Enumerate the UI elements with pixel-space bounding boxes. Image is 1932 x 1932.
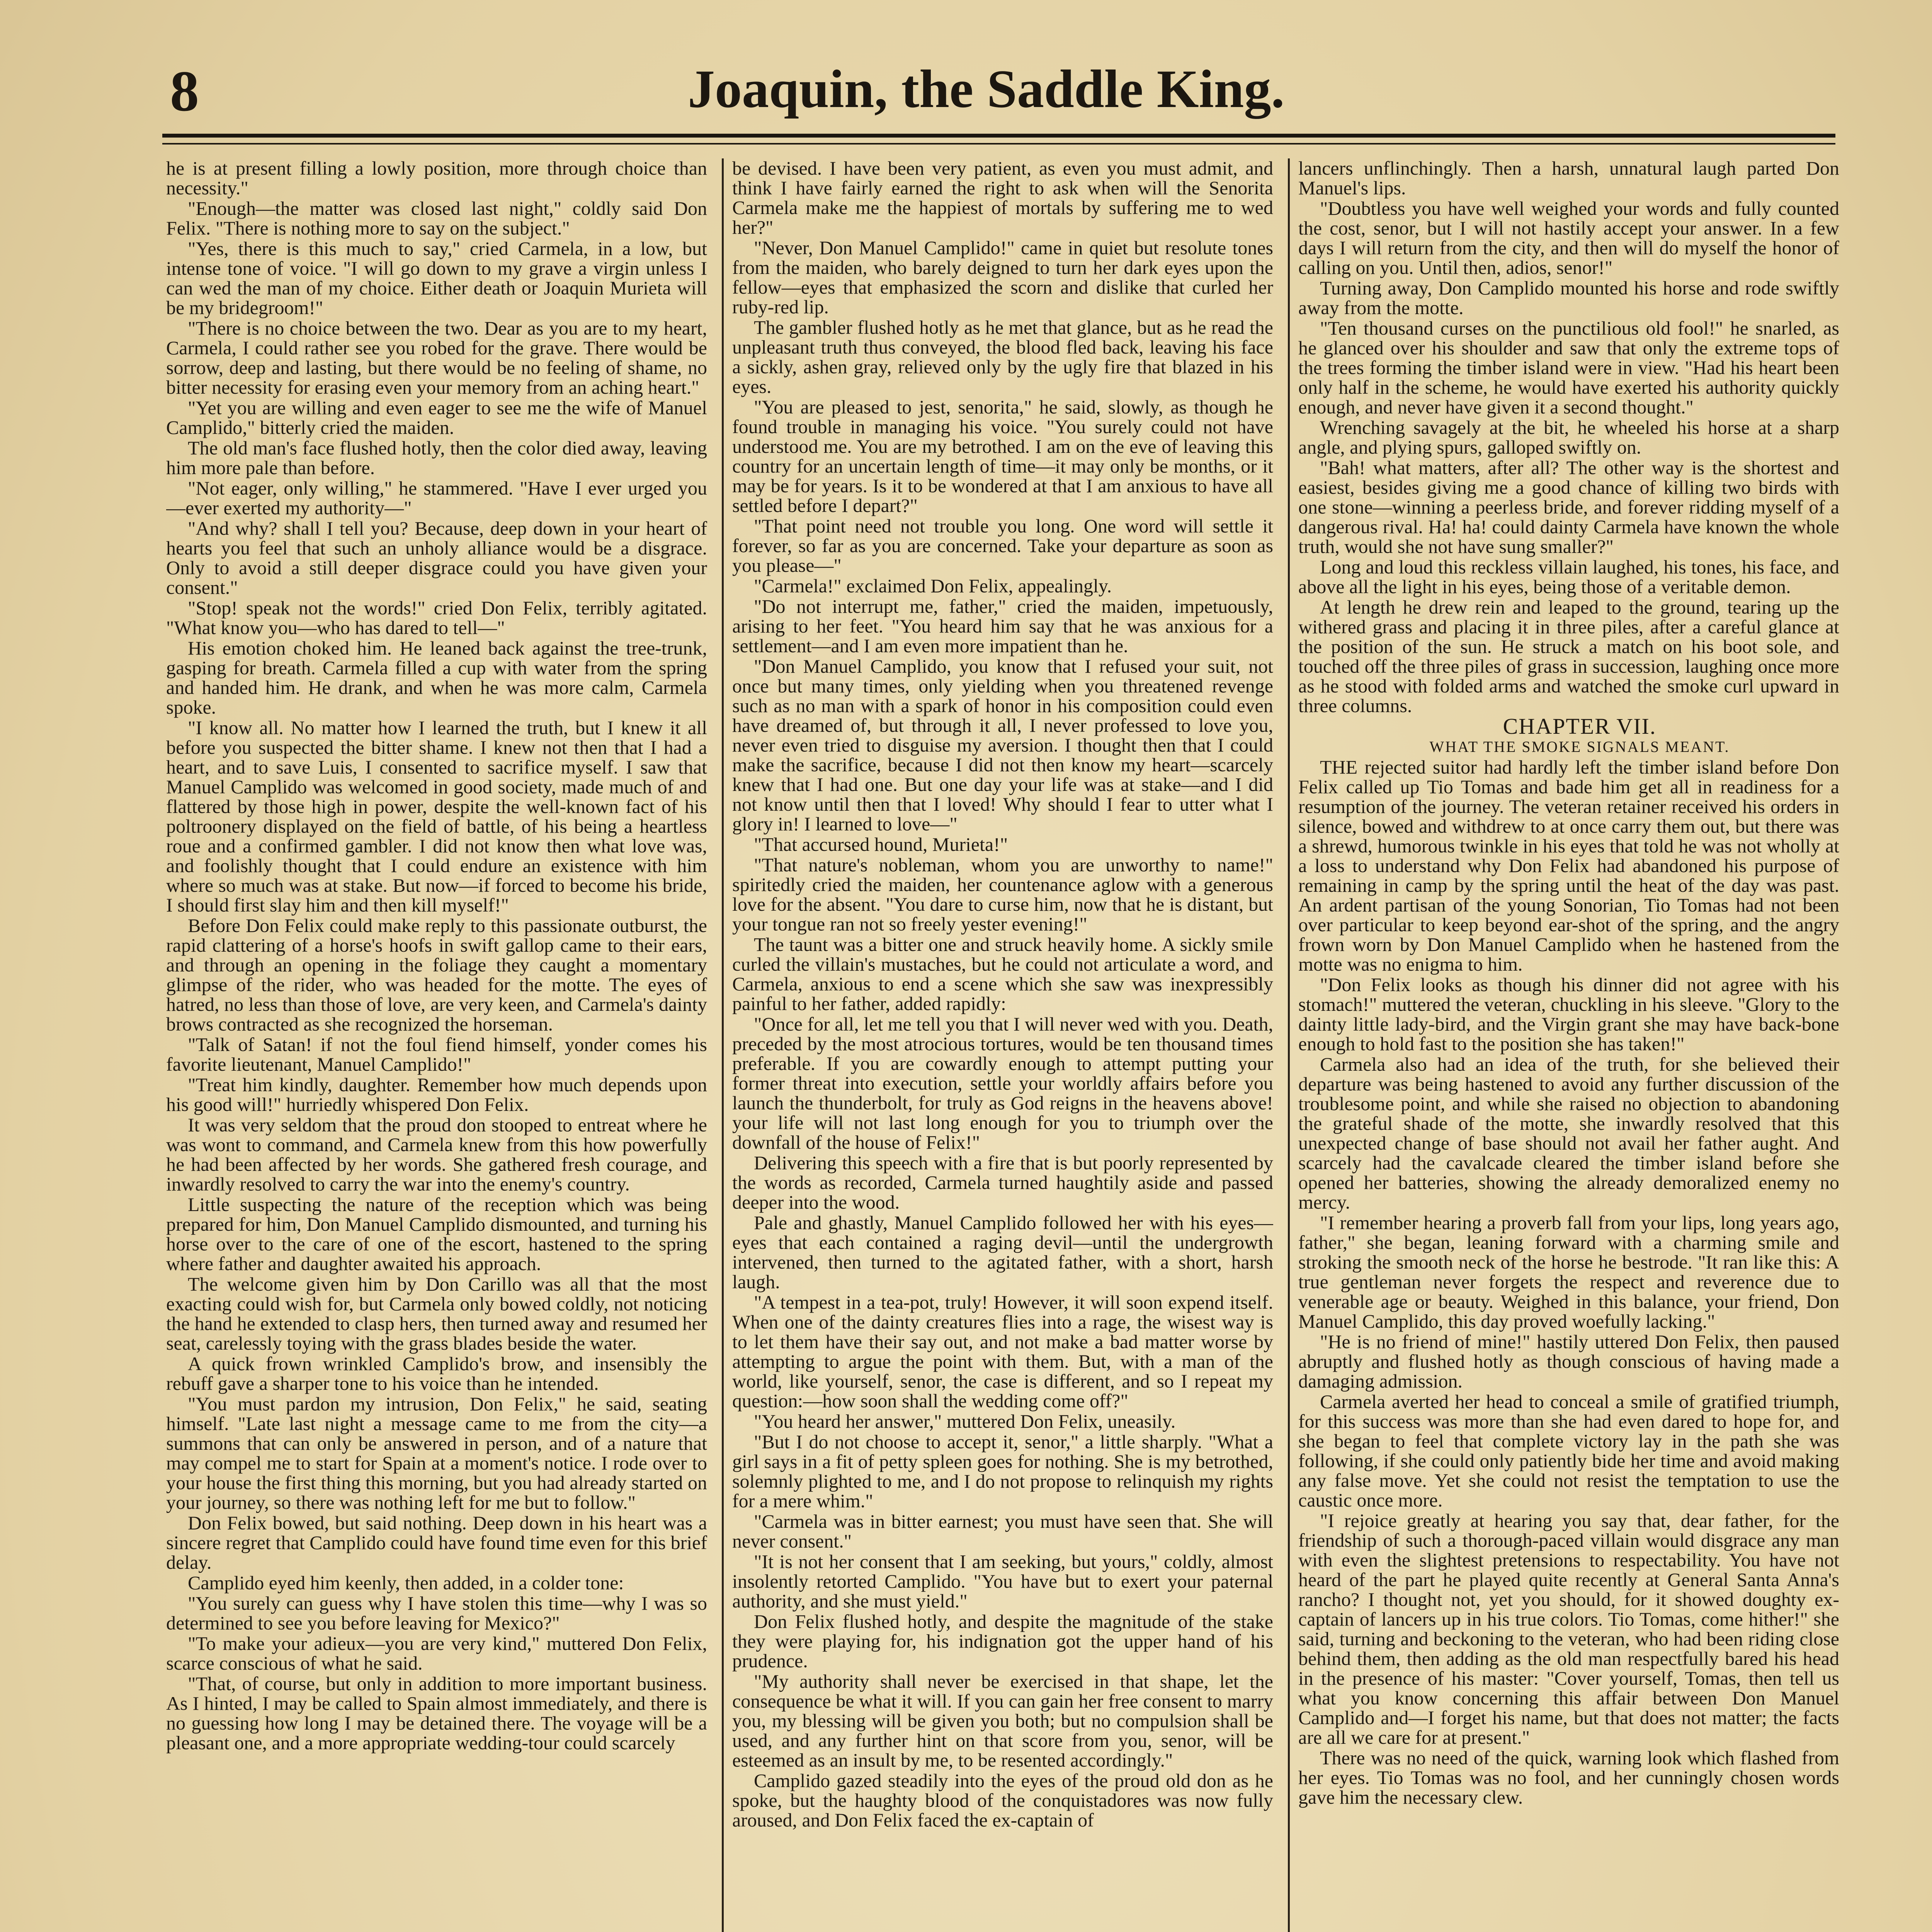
story-paragraph: Delivering this speech with a fire that is but poorly represented by the words as recorded, Carmela turned haughtily aside and passed deeper into the wood. (732, 1152, 1273, 1213)
story-paragraph: "Bah! what matters, after all? The other way is the shortest and easiest, besides giving me a good chance of killing two birds with one stone—winning a peerless bride, and forever ridding myself of a dangerous rival. Ha! ha! could dainty Carmela have known the whole truth, would she not have sung smaller?" (1298, 457, 1839, 557)
story-paragraph: "Do not interrupt me, father," cried the maiden, impetuously, arising to her feet. "You heard him say that he was anxious for a settlement—and I am even more impatient than he. (732, 595, 1273, 656)
story-paragraph: It was very seldom that the proud don stooped to entreat where he was wont to command, and Carmela knew from this how powerfully he had been affected by her words. She gathered fresh courage, and inwardly resolved to carry the war into the enemy's country. (166, 1114, 707, 1195)
story-paragraph: Don Felix flushed hotly, and despite the magnitude of the stake they were playing for, his indignation got the upper hand of his prudence. (732, 1611, 1273, 1672)
story-paragraph: Turning away, Don Camplido mounted his horse and rode swiftly away from the motte. (1298, 277, 1839, 318)
story-paragraph: Don Felix bowed, but said nothing. Deep down in his heart was a sincere regret that Camplido could have found time even for this brief delay. (166, 1512, 707, 1573)
story-paragraph: "That, of course, but only in addition to more important business. As I hinted, I may be called to Spain almost immediately, and there is no guessing how long I may be detained there. The voyage will be a pleasant one, and a more appropriate wedding-tour could scarcely (166, 1673, 707, 1753)
story-paragraph: There was no need of the quick, warning look which flashed from her eyes. Tio Tomas was no fool, and her cunningly chosen words gave him the necessary clew. (1298, 1747, 1839, 1808)
story-paragraph: "He is no friend of mine!" hastily uttered Don Felix, then paused abruptly and flushed hotly as though conscious of having made a damaging admission. (1298, 1331, 1839, 1392)
story-paragraph: "Don Felix looks as though his dinner did not agree with his stomach!" muttered the veteran, chuckling in his sleeve. "Glory to the dainty little lady-bird, and the Virgin grant she may have back-bone enough to hold fast to the position she has taken!" (1298, 974, 1839, 1054)
story-paragraph: "Stop! speak not the words!" cried Don Felix, terribly agitated. "What know you—who has dared to tell—" (166, 597, 707, 638)
story-paragraph: "That point need not trouble you long. One word will settle it forever, so far as you are concerned. Take your departure as soon as you please—" (732, 515, 1273, 576)
story-paragraph: "I rejoice greatly at hearing you say that, dear father, for the friendship of such a thorough-paced villain would disgrace any man with even the slightest pretensions to respectability. You have not heard of the part he played quite recently at General Santa Anna's rancho? I thought not, yet you should, for it showed doughty ex-captain of lancers up in his true colors. Tio Tomas, come hither!" she said, turning and beckoning to the veteran, who had been riding close behind them, then adding as the old man respectfully bared his head in the presence of his master: "Cover yourself, Tomas, then tell us what you know concerning this affair between Don Manuel Camplido and—I forget his name, but that does not matter; the facts are all we care for at present." (1298, 1510, 1839, 1748)
story-paragraph: Long and loud this reckless villain laughed, his tones, his face, and above all the light in his eyes, being those of a veritable demon. (1298, 556, 1839, 597)
story-paragraph: he is at present filling a lowly position, more through choice than necessity." (166, 158, 707, 199)
story-paragraph: "Don Manuel Camplido, you know that I refused your suit, not once but many times, only yielding when you threatened revenge such as no man with a spark of honor in his composition could even have dreamed of, but through it all, I never professed to love you, never even tried to disguise my aversion. I thought then that I could make the sacrifice, because I did not then know my heart—scarcely knew that I had one. But one day your life was at stake—and I did not know until then that I loved! Why should I fear to utter what I glory in! I learned to love—" (732, 655, 1273, 835)
story-paragraph: "Never, Don Manuel Camplido!" came in quiet but resolute tones from the maiden, who barely deigned to turn her dark eyes upon the fellow—eyes that emphasized the scorn and dislike that curled her ruby-red lip. (732, 237, 1273, 318)
story-paragraph: The old man's face flushed hotly, then the color died away, leaving him more pale than before. (166, 437, 707, 478)
story-paragraph: "Once for all, let me tell you that I will never wed with you. Death, preceded by the most atrocious tortures, would be ten thousand times preferable. If you are cowardly enough to attempt putting your former threat into execution, settle your worldly affairs before you launch the thunderbolt, for truly as God reigns in the heavens above! your life will not last long enough for you to triumph over the downfall of the house of Felix!" (732, 1013, 1273, 1153)
story-paragraph: THE rejected suitor had hardly left the timber island before Don Felix called up Tio Tomas and bade him get all in readiness for a resumption of the journey. The veteran retainer received his orders in silence, bowed and withdrew to at once carry them out, but there was a shrewd, humorous twinkle in his eyes that told he was not wholly at a loss to understand why Don Felix had abandoned his purpose of remaining in camp by the spring until the heat of the day was past. An ardent partisan of the young Sonorian, Tio Tomas had not been over particular to keep beyond ear-shot of the spring, and the angry frown worn by Don Manuel Camplido when he hastened from the motte was no enigma to him. (1298, 756, 1839, 975)
story-paragraph: be devised. I have been very patient, as even you must admit, and think I have fairly earned the right to ask when will the Senorita Carmela make me the happiest of mortals by suffering me to wed her?" (732, 158, 1273, 238)
column-divider (1288, 158, 1290, 1932)
story-paragraph: "I know all. No matter how I learned the truth, but I knew it all before you suspected the bitter shame. I knew not then that I had a heart, and to save Luis, I consented to sacrifice myself. I saw that Manuel Camplido was welcomed in good society, made much of and flattered by those high in power, despite the well-known fact of his poltroonery displayed on the field of battle, of his being a heartless roue and a confirmed gambler. I did not know then what love was, and foolishly thought that I could endure an existence with him where so much was at stake. But now—if forced to become his bride, I should first slay him and then kill myself!" (166, 717, 707, 916)
story-paragraph: "And why? shall I tell you? Because, deep down in your heart of hearts you feel that such an unholy alliance would be a disgrace. Only to avoid a still deeper disgrace could you have given your consent." (166, 517, 707, 598)
story-paragraph: "There is no choice between the two. Dear as you are to my heart, Carmela, I could rather see you robed for the grave. There would be sorrow, deep and lasting, but there would be no feeling of shame, no bitter necessity for erasing even your memory from an aching heart." (166, 317, 707, 398)
story-paragraph: Camplido gazed steadily into the eyes of the proud old don as he spoke, but the haughty blood of the conquistadores was now fully aroused, and Don Felix faced the ex-captain of (732, 1770, 1273, 1831)
story-paragraph: "Doubtless you have well weighed your words and fully counted the cost, senor, but I will not hastily accept your answer. In a few days I will return from the city, and then will do myself the honor of calling on you. Until then, adios, senor!" (1298, 197, 1839, 278)
story-paragraph: "That accursed hound, Murieta!" (754, 833, 1008, 855)
page-title: Joaquin, the Saddle King. (688, 59, 1285, 119)
story-paragraph: The taunt was a bitter one and struck heavily home. A sickly smile curled the villain's mustaches, but he could not articulate a word, and Carmela, anxious to end a scene which she saw was inexpressibly painful to her father, added rapidly: (732, 934, 1273, 1014)
story-paragraph: Little suspecting the nature of the reception which was being prepared for him, Don Manuel Camplido dismounted, and turning his horse over to the care of one of the escort, hastened to the spring where father and daughter awaited his approach. (166, 1194, 707, 1274)
story-paragraph: "Enough—the matter was closed last night," coldly said Don Felix. "There is nothing more to say on the subject." (166, 197, 707, 239)
text-column-right (1298, 158, 1839, 1932)
text-column-middle (732, 158, 1273, 1932)
story-paragraph: Carmela averted her head to conceal a smile of gratified triumph, for this success was more than she had even dared to hope for, and she began to feel that complete victory lay in the path she was following, if she could only patiently bide her time and avoid making any false move. Yet she could not resist the temptation to use the caustic once more. (1298, 1391, 1839, 1511)
story-paragraph: "Talk of Satan! if not the foul fiend himself, yonder comes his favorite lieutenant, Manuel Camplido!" (166, 1034, 707, 1075)
header-rule-thick (162, 134, 1835, 138)
story-paragraph: Wrenching savagely at the bit, he wheeled his horse at a sharp angle, and plying spurs, galloped swiftly on. (1298, 417, 1839, 458)
chapter-heading: CHAPTER VII. (1503, 714, 1656, 739)
story-paragraph: Carmela also had an idea of the truth, for she believed their departure was being hastened to avoid any further discussion of the troublesome point, and while she raised no objection to abandoning the grateful shade of the motte, she inwardly resolved that this unexpected change of base should not avail her father aught. And scarcely had the cavalcade cleared the timber island before she opened her batteries, showing the already demoralized enemy no mercy. (1298, 1053, 1839, 1213)
story-paragraph: Before Don Felix could make reply to this passionate outburst, the rapid clattering of a horse's hoofs in swift gallop came to their ears, and through an opening in the foliage they caught a momentary glimpse of the rider, who was headed for the motte. The eyes of hatred, no less than those of love, are very keen, and Carmela's dainty brows contracted as she recognized the horseman. (166, 915, 707, 1035)
story-paragraph: "You surely can guess why I have stolen this time—why I was so determined to see you before leaving for Mexico?" (166, 1592, 707, 1634)
story-paragraph: "But I do not choose to accept it, senor," a little sharply. "What a girl says in a fit of petty spleen goes for nothing. She is my betrothed, solemnly plighted to me, and I do not propose to relinquish my rights for a mere whim." (732, 1431, 1273, 1512)
story-paragraph: "Carmela!" exclaimed Don Felix, appealingly. (754, 575, 1112, 597)
story-paragraph: "Carmela was in bitter earnest; you must have seen that. She will never consent." (732, 1510, 1273, 1552)
story-paragraph: The welcome given him by Don Carillo was all that the most exacting could wish for, but Carmela only bowed coldly, not noticing the hand he extended to clasp hers, then turned away and resumed her seat, carelessly toying with the grass blades beside the water. (166, 1273, 707, 1354)
page-number: 8 (170, 59, 199, 123)
chapter-subtitle: WHAT THE SMOKE SIGNALS MEANT. (1429, 738, 1730, 755)
story-paragraph: A quick frown wrinkled Camplido's brow, and insensibly the rebuff gave a sharper tone to his voice than he intended. (166, 1353, 707, 1394)
story-paragraph: "You are pleased to jest, senorita," he said, slowly, as though he found trouble in managing his voice. "You surely could not have understood me. You are my betrothed. I am on the eve of leaving this country for an uncertain length of time—it may only be months, or it may be for years. Is it to be wondered at that I am anxious to have all settled before I depart?" (732, 396, 1273, 516)
story-paragraph: "It is not her consent that I am seeking, but yours," coldly, almost insolently retorted Camplido. "You have but to exert your paternal authority, and she must yield." (732, 1551, 1273, 1612)
story-paragraph: "You must pardon my intrusion, Don Felix," he said, seating himself. "Late last night a message came to me from the city—a summons that can only be answered in person, and of a nature that may compel me to start for Spain at a moment's notice. I rode over to your house the first thing this morning, but you had already started on your journey, so there was nothing left for me but to follow." (166, 1393, 707, 1513)
story-paragraph: lancers unflinchingly. Then a harsh, unnatural laugh parted Don Manuel's lips. (1298, 158, 1839, 199)
story-paragraph: "Treat him kindly, daughter. Remember how much depends upon his good will!" hurriedly whispered Don Felix. (166, 1074, 707, 1115)
story-paragraph: At length he drew rein and leaped to the ground, tearing up the withered grass and placing it in three piles, after a careful glance at the position of the sun. He struck a match on his boot sole, and touched off the three piles of grass in succession, laughing once more as he stood with folded arms and watched the smoke curl upward in three columns. (1298, 596, 1839, 716)
story-paragraph: "Yes, there is this much to say," cried Carmela, in a low, but intense tone of voice. "I will go down to my grave a virgin unless I can wed the man of my choice. Either death or Joaquin Murieta will be my bridegroom!" (166, 238, 707, 318)
column-divider (722, 158, 724, 1932)
story-paragraph: His emotion choked him. He leaned back against the tree-trunk, gasping for breath. Carmela filled a cup with water from the spring and handed him. He drank, and when he was more calm, Carmela spoke. (166, 637, 707, 718)
story-paragraph: "Yet you are willing and even eager to see me the wife of Manuel Camplido," bitterly cried the maiden. (166, 397, 707, 438)
text-column-left (166, 158, 707, 1932)
story-paragraph: Pale and ghastly, Manuel Camplido followed her with his eyes—eyes that each contained a raging devil—until the undergrowth intervened, then turned to the agitated father, with a short, harsh laugh. (732, 1212, 1273, 1293)
header-rule-thin (162, 143, 1835, 145)
story-paragraph: Camplido eyed him keenly, then added, in a colder tone: (188, 1572, 624, 1594)
story-paragraph: The gambler flushed hotly as he met that glance, but as he read the unpleasant truth thus conveyed, the blood fled back, leaving his face a sickly, ashen gray, relieved only by the ugly fire that blazed in his eyes. (732, 316, 1273, 397)
story-paragraph: "To make your adieux—you are very kind," muttered Don Felix, scarce conscious of what he said. (166, 1633, 707, 1674)
story-paragraph: "You heard her answer," muttered Don Felix, uneasily. (754, 1410, 1176, 1432)
story-paragraph: "That nature's nobleman, whom you are unworthy to name!" spiritedly cried the maiden, her countenance aglow with a generous love for the absent. "You dare to curse him, now that he is distant, but your tongue ran not so freely yester evening!" (732, 854, 1273, 935)
story-paragraph: "A tempest in a tea-pot, truly! However, it will soon expend itself. When one of the dainty creatures flies into a rage, the wisest way is to let them have their say out, and not make a bad matter worse by attempting to argue the point with them. But, with a man of the world, like yourself, senor, the case is different, and so I repeat my question:—how soon shall the wedding come off?" (732, 1291, 1273, 1412)
story-paragraph: "My authority shall never be exercised in that shape, let the consequence be what it will. If you can gain her free consent to marry you, my blessing will be given you both; but no compulsion shall be used, and any further hint on that score from you, senor, will be esteemed as an insult by me, to be resented accordingly." (732, 1670, 1273, 1771)
story-paragraph: "Not eager, only willing," he stammered. "Have I ever urged you—ever exerted my authority—" (166, 477, 707, 519)
story-paragraph: "Ten thousand curses on the punctilious old fool!" he snarled, as he glanced over his shoulder and saw that only the extreme tops of the trees forming the timber island were in view. "Had his heart been only half in the scheme, he would have exerted his authority quickly enough, and never have given it a second thought." (1298, 317, 1839, 418)
story-paragraph: "I remember hearing a proverb fall from your lips, long years ago, father," she began, leaning forward with a charming smile and stroking the smooth neck of the horse he bestrode. "It ran like this: A true gentleman never forgets the respect and reverence due to venerable age or beauty. Weighed in this balance, your friend, Don Manuel Camplido, this day proved woefully lacking." (1298, 1212, 1839, 1332)
